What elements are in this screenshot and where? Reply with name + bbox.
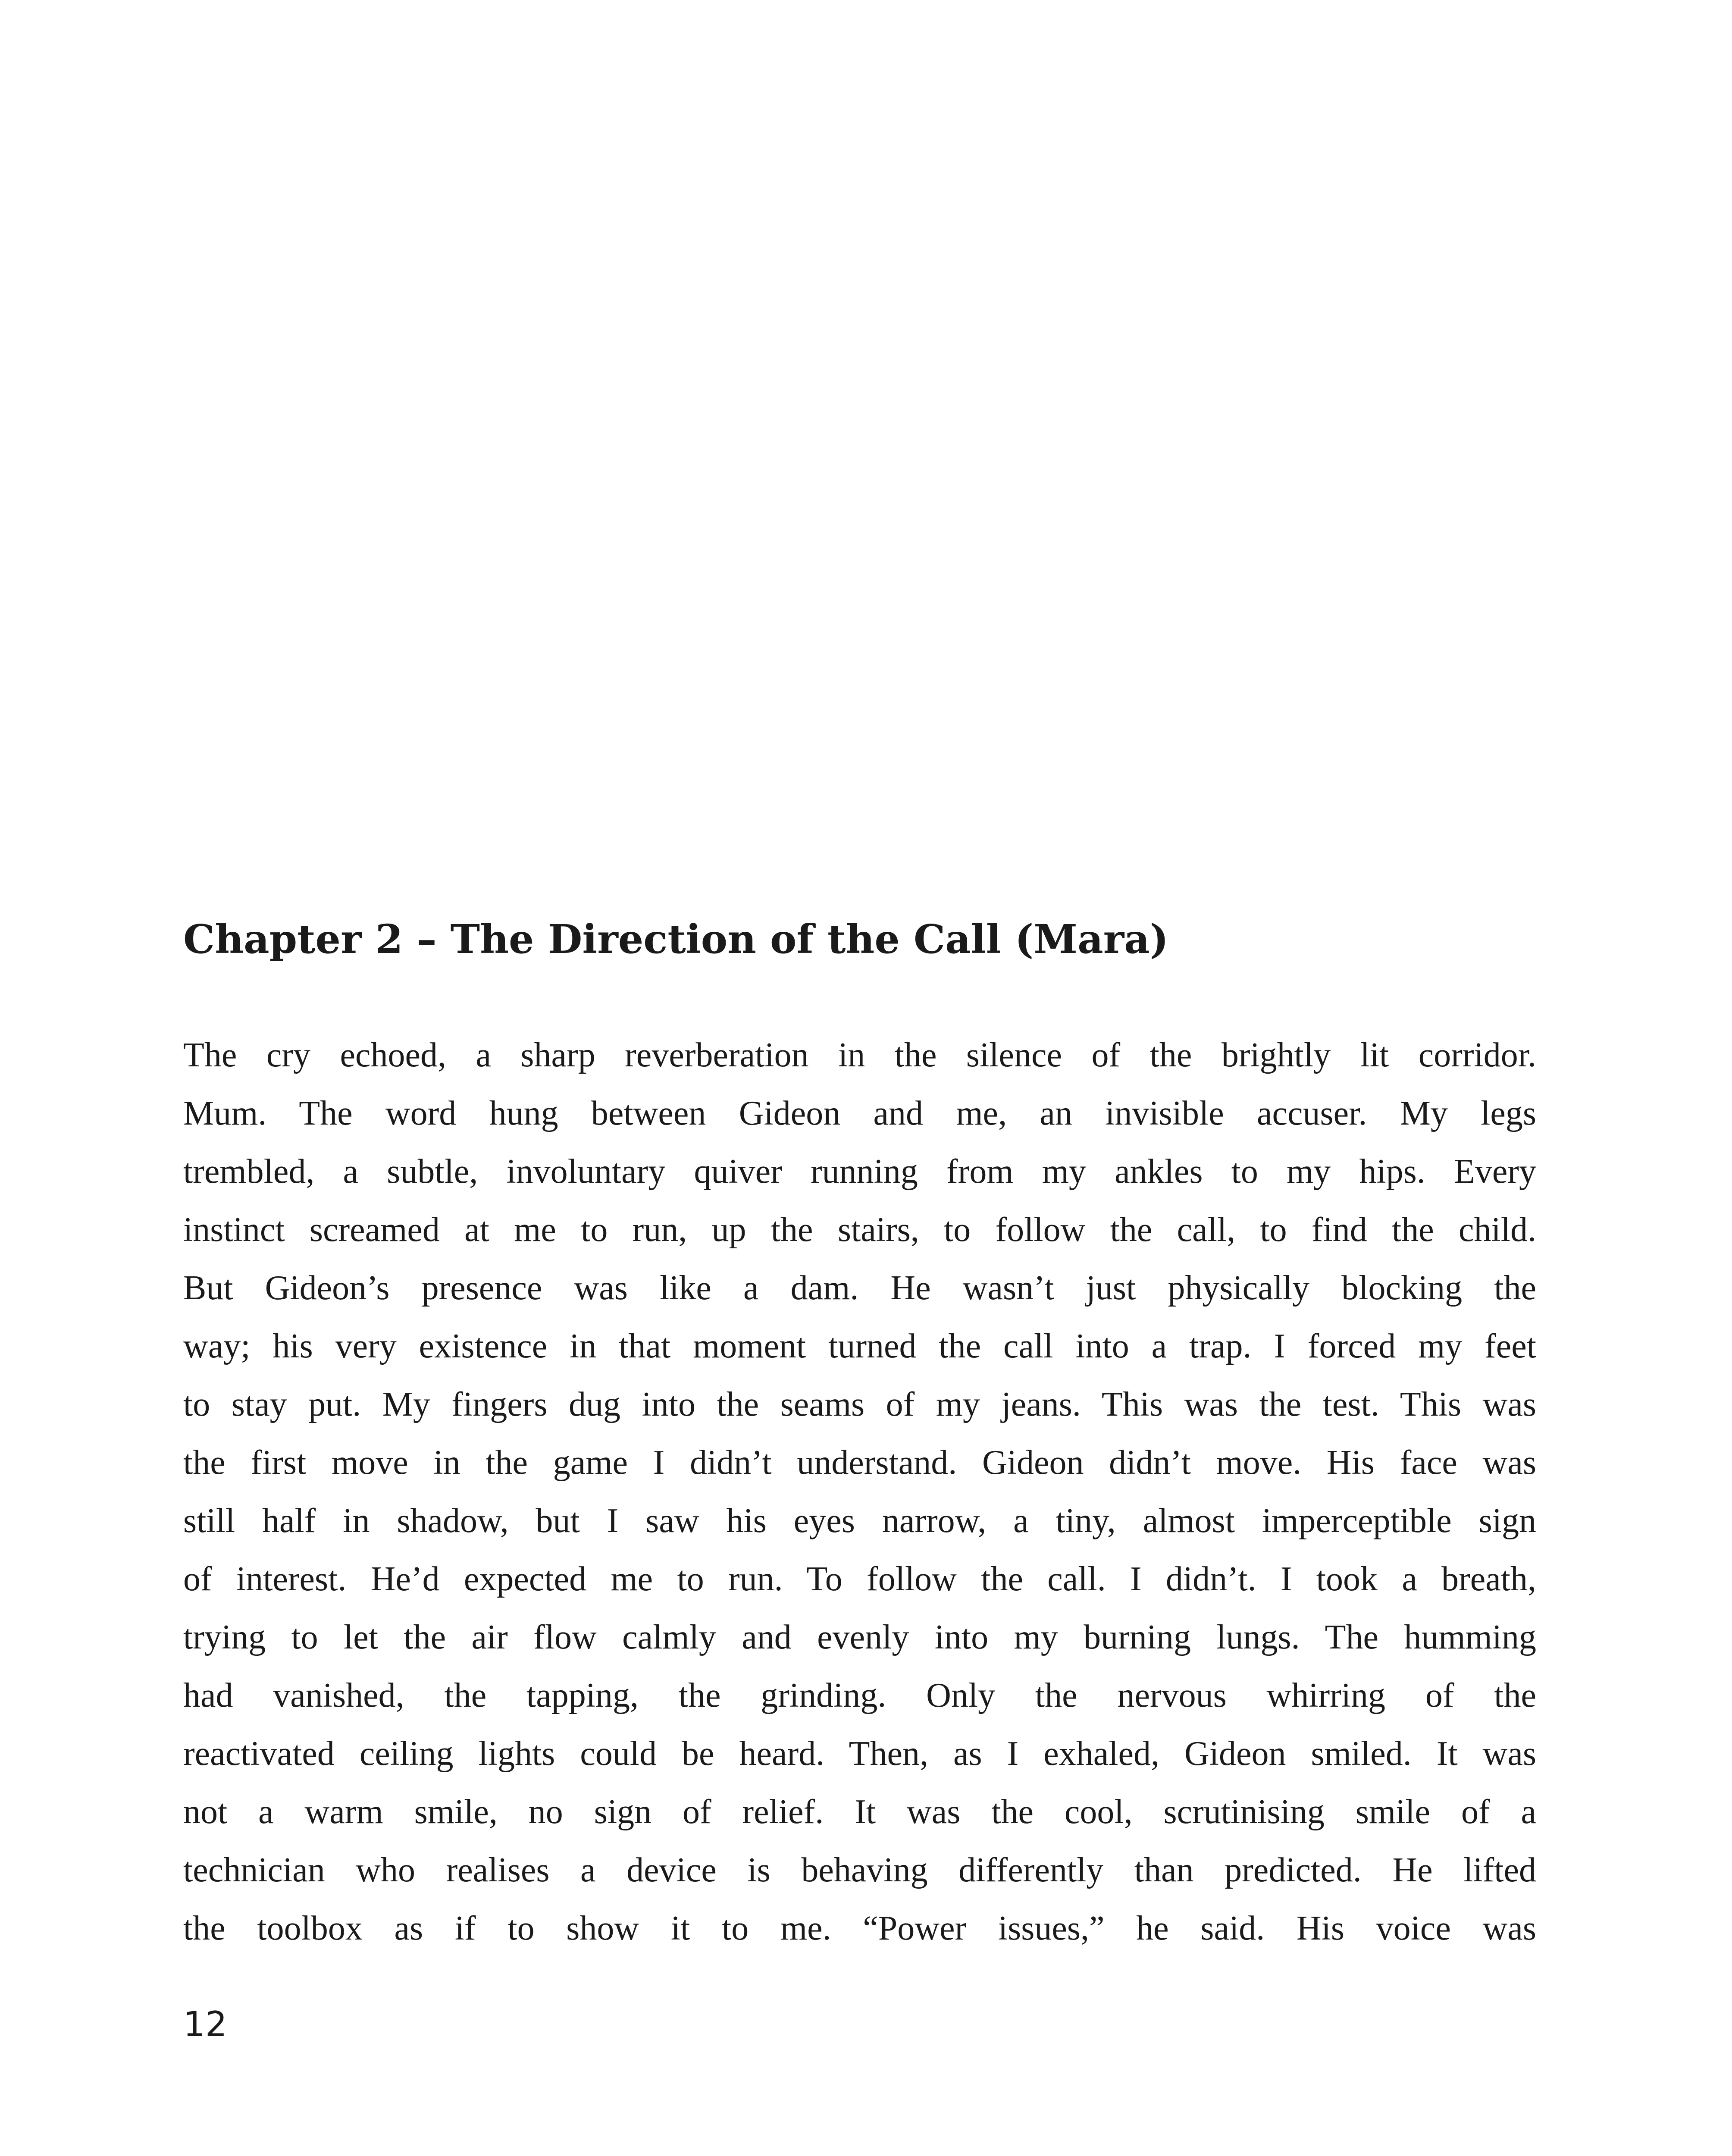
paragraph-line: reactivated ceiling lights could be heard. Then, as I exhaled, Gideon smiled. It was [183, 1735, 1536, 1773]
paragraph-line: trembled, a subtle, involuntary quiver running from my ankles to my hips. Every [183, 1153, 1536, 1191]
paragraph-line: the first move in the game I didn’t understand. Gideon didn’t move. His face was [183, 1444, 1536, 1482]
paragraph-line: still half in shadow, but I saw his eyes narrow, a tiny, almost imperceptible sign [183, 1502, 1536, 1540]
page-number: 12 [183, 2004, 227, 2044]
paragraph-line: But Gideon’s presence was like a dam. He wasn’t just physically blocking the [183, 1269, 1536, 1307]
paragraph-line: the toolbox as if to show it to me. “Power issues,” he said. His voice was [183, 1909, 1536, 1947]
chapter-body-paragraph [183, 1026, 1536, 1958]
paragraph-line: trying to let the air flow calmly and evenly into my burning lungs. The humming [183, 1618, 1536, 1656]
paragraph-line: had vanished, the tapping, the grinding. Only the nervous whirring of the [183, 1677, 1536, 1714]
paragraph-line: way; his very existence in that moment turned the call into a trap. I forced my feet [183, 1327, 1536, 1365]
chapter-title: Chapter 2 – The Direction of the Call (Mara) [183, 916, 1169, 962]
paragraph-line: to stay put. My fingers dug into the seams of my jeans. This was the test. This was [183, 1385, 1536, 1423]
paragraph-line: The cry echoed, a sharp reverberation in the silence of the brightly lit corridor. [183, 1036, 1536, 1074]
paragraph-line: instinct screamed at me to run, up the stairs, to follow the call, to find the child. [183, 1211, 1536, 1249]
paragraph-line: of interest. He’d expected me to run. To follow the call. I didn’t. I took a breath, [183, 1560, 1536, 1598]
paragraph-line: Mum. The word hung between Gideon and me, an invisible accuser. My legs [183, 1094, 1536, 1132]
paragraph-line: not a warm smile, no sign of relief. It was the cool, scrutinising smile of a [183, 1793, 1536, 1831]
paragraph-line: technician who realises a device is behaving differently than predicted. He lifted [183, 1851, 1536, 1889]
